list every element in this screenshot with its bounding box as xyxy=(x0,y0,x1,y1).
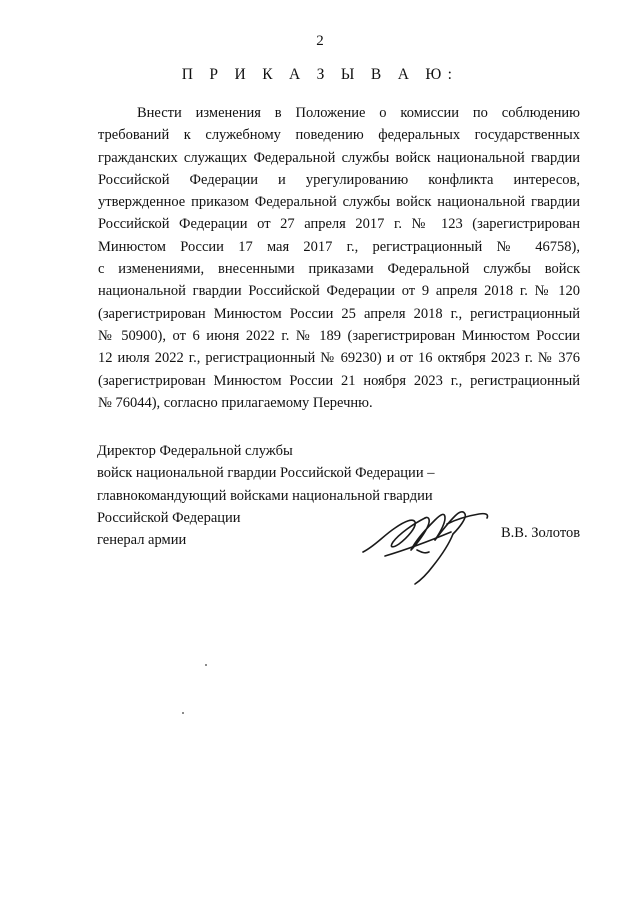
signatory-title-line: Директор Федеральной службы xyxy=(97,443,293,459)
body-line: гражданских служащих Федеральной службы войск национальной гвардии xyxy=(98,149,580,166)
body-line: утвержденное приказом Федеральной службы войск национальной гвардии xyxy=(98,194,580,211)
body-line: Российской Федерации от 27 апреля 2017 г. № 123 (зарегистрирован xyxy=(98,216,580,233)
body-line: Российской Федерации и урегулированию конфликта интересов, xyxy=(98,171,580,188)
order-body xyxy=(98,102,580,414)
body-line: Минюстом России 17 мая 2017 г., регистрационный № 46758), xyxy=(98,238,580,255)
signatory-title-line: главнокомандующий войсками национальной гвардии xyxy=(97,487,433,504)
handwritten-signature xyxy=(355,490,495,590)
signatory-title-line: войск национальной гвардии Российской Федерации – xyxy=(97,465,435,482)
signatory-title-line: Российской Федерации xyxy=(97,509,241,526)
body-line: (зарегистрирован Минюстом России 25 апреля 2018 г., регистрационный xyxy=(98,305,580,322)
body-line: требований к служебному поведению федеральных государственных xyxy=(98,127,580,144)
scan-speck xyxy=(182,712,184,714)
page-number: 2 xyxy=(316,33,324,49)
signatory-title-line: генерал армии xyxy=(97,532,187,549)
body-line: (зарегистрирован Минюстом России 21 ноября 2023 г., регистрационный xyxy=(98,372,580,389)
body-line: № 50900), от 6 июня 2022 г. № 189 (зарегистрирован Минюстом России xyxy=(98,327,580,344)
body-line: с изменениями, внесенными приказами Федеральной службы войск xyxy=(98,261,580,278)
body-line: № 76044), согласно прилагаемому Перечню. xyxy=(98,394,373,411)
body-line: национальной гвардии Российской Федерации от 9 апреля 2018 г. № 120 xyxy=(98,283,580,300)
scan-speck xyxy=(205,664,207,666)
signatory-name: В.В. Золотов xyxy=(501,525,581,541)
body-line: Внести изменения в Положение о комиссии по соблюдению xyxy=(137,105,580,121)
order-heading: П Р И К А З Ы В А Ю: xyxy=(181,66,459,83)
body-line: 12 июля 2022 г., регистрационный № 69230) и от 16 октября 2023 г. № 376 xyxy=(98,350,580,367)
